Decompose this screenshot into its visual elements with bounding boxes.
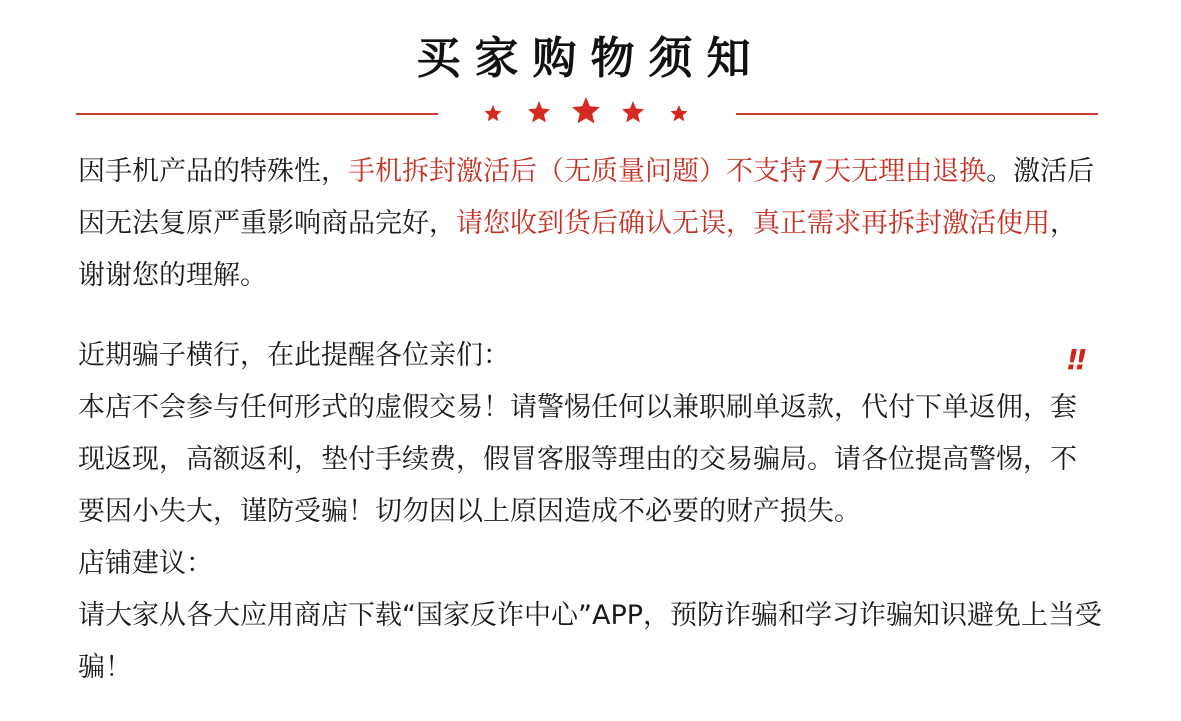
page-title: 买家购物须知	[416, 33, 765, 84]
star-icon	[572, 97, 600, 124]
stars-decoration	[478, 93, 698, 133]
notice-text: 因手机产品的特殊性，	[78, 156, 348, 187]
advice-body: 请大家从各大应用商店下载“国家反诈中心”APP，预防诈骗和学习诈骗知识避免上当受骗！	[78, 600, 1103, 683]
warning-heading: 近期骗子横行，在此提醒各位亲们：	[78, 340, 510, 371]
star-icon	[485, 105, 502, 121]
advice-heading: 店铺建议：	[78, 548, 213, 579]
right-divider	[736, 113, 1098, 115]
fraud-warning	[78, 330, 1103, 694]
star-icon	[622, 101, 644, 122]
notice-text: ，谢谢您的理解。	[78, 208, 1077, 291]
notice-highlight: 手机拆封激活后（无质量问题）不支持7天无理由退换	[348, 156, 987, 187]
activation-notice	[78, 146, 1103, 302]
star-icon	[528, 101, 550, 122]
notice-text: 。激活后因无法复原严重影响商品完好，	[78, 156, 1095, 239]
warning-body: 本店不会参与任何形式的虚假交易！请警惕任何以兼职刷单返款，代付下单返佣，套现返现，高额返利，垫付手续费，假冒客服等理由的交易骗局。请各位提高警惕，不要因小失大，谨防受骗！切勿因以上原因造成不必要的财产损失。	[78, 392, 1077, 527]
star-icon	[671, 105, 688, 121]
left-divider	[76, 113, 438, 115]
notice-highlight: 请您收到货后确认无误，真正需求再拆封激活使用	[456, 208, 1050, 239]
alert-icon: !!	[1066, 343, 1084, 376]
